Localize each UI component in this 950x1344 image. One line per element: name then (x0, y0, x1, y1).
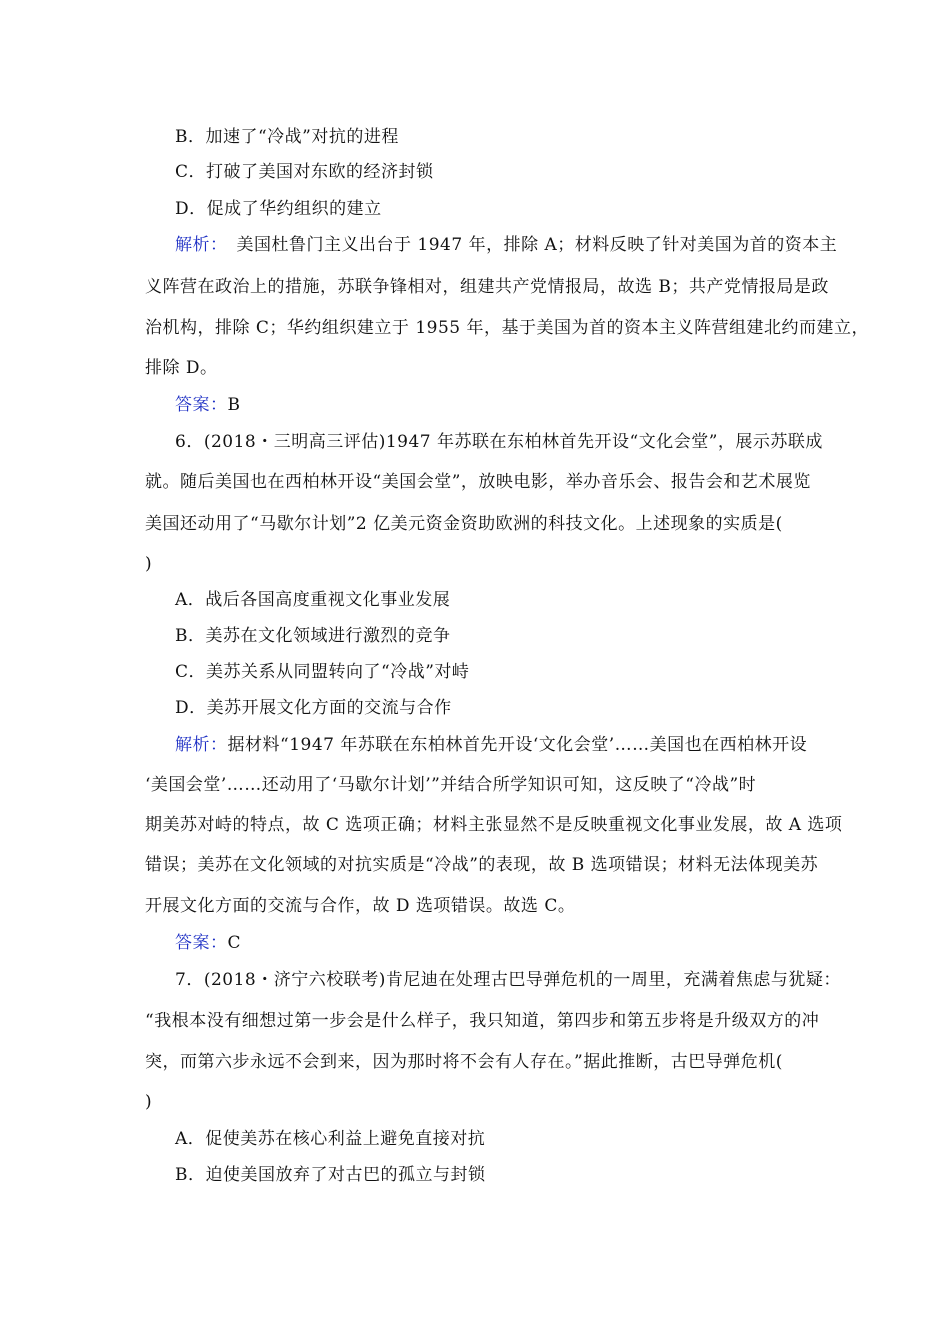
q5-answer-value: B (227, 395, 241, 415)
q7-option-a: A．促使美苏在核心利益上避免直接对抗 (175, 1129, 486, 1149)
q6-analysis-line-2: ‘美国会堂’……还动用了‘马歇尔计划’”并结合所学知识可知，这反映了“冷战”时 (145, 775, 757, 795)
q5-option-b: B．加速了“冷战”对抗的进程 (175, 127, 399, 147)
q6-answer (175, 931, 241, 955)
q6-option-c: C．美苏关系从同盟转向了“冷战”对峙 (175, 662, 470, 682)
q5-analysis-text-1: 美国杜鲁门主义出台于 1947 年，排除 A；材料反映了针对美国为首的资本主 (219, 235, 838, 255)
q6-stem-line-4: ) (145, 554, 153, 574)
q6-stem-line-1: 6．(2018・三明高三评估)1947 年苏联在东柏林首先开设“文化会堂”，展示苏联成 (175, 432, 823, 452)
q5-answer-label: 答案： (175, 395, 228, 415)
q6-analysis-label: 解析： (175, 735, 228, 755)
q5-option-d: D．促成了华约组织的建立 (175, 199, 382, 219)
q6-option-d: D．美苏开展文化方面的交流与合作 (175, 698, 452, 718)
q6-analysis-line-5: 开展文化方面的交流与合作，故 D 选项错误。故选 C。 (145, 896, 576, 916)
q6-option-b: B．美苏在文化领域进行激烈的竞争 (175, 626, 451, 646)
q7-stem-line-2: “我根本没有细想过第一步会是什么样子，我只知道，第四步和第五步将是升级双方的冲 (145, 1011, 820, 1031)
q5-analysis-label: 解析： (175, 235, 219, 255)
q7-stem-line-3: 突，而第六步永远不会到来，因为那时将不会有人存在。”据此推断，古巴导弹危机( (145, 1052, 783, 1072)
q6-analysis-line-3: 期美苏对峙的特点，故 C 选项正确；材料主张显然不是反映重视文化事业发展，故 A 选项 (145, 815, 843, 835)
q7-option-b: B．迫使美国放弃了对古巴的孤立与封锁 (175, 1165, 486, 1185)
q6-analysis-text-1: 据材料“1947 年苏联在东柏林首先开设‘文化会堂’……美国也在西柏林开设 (227, 735, 808, 755)
q7-stem-line-4: ) (145, 1092, 153, 1112)
q7-stem-line-1: 7．(2018・济宁六校联考)肯尼迪在处理古巴导弹危机的一周里，充满着焦虑与犹疑： (175, 970, 841, 990)
q6-stem-line-2: 就。随后美国也在西柏林开设“美国会堂”，放映电影，举办音乐会、报告会和艺术展览 (145, 472, 811, 492)
q6-option-a: A．战后各国高度重视文化事业发展 (175, 590, 451, 610)
q5-analysis-line-2: 义阵营在政治上的措施，苏联争锋相对，组建共产党情报局，故选 B；共产党情报局是政 (145, 277, 829, 297)
q6-stem-line-3: 美国还动用了“马歇尔计划”2 亿美元资金资助欧洲的科技文化。上述现象的实质是( (145, 514, 783, 534)
q6-analysis-line-4: 错误；美苏在文化领域的对抗实质是“冷战”的表现，故 B 选项错误；材料无法体现美苏 (145, 855, 819, 875)
q6-analysis-line-1 (175, 733, 807, 757)
q5-analysis-line-1 (175, 233, 837, 257)
q5-analysis-line-3: 治机构，排除 C；华约组织建立于 1955 年，基于美国为首的资本主义阵营组建北约而建立， (145, 318, 869, 338)
q6-answer-value: C (227, 933, 242, 953)
q6-answer-label: 答案： (175, 933, 228, 953)
q5-analysis-line-4: 排除 D。 (145, 358, 218, 378)
q5-answer (175, 393, 241, 417)
q5-option-c: C．打破了美国对东欧的经济封锁 (175, 162, 434, 182)
